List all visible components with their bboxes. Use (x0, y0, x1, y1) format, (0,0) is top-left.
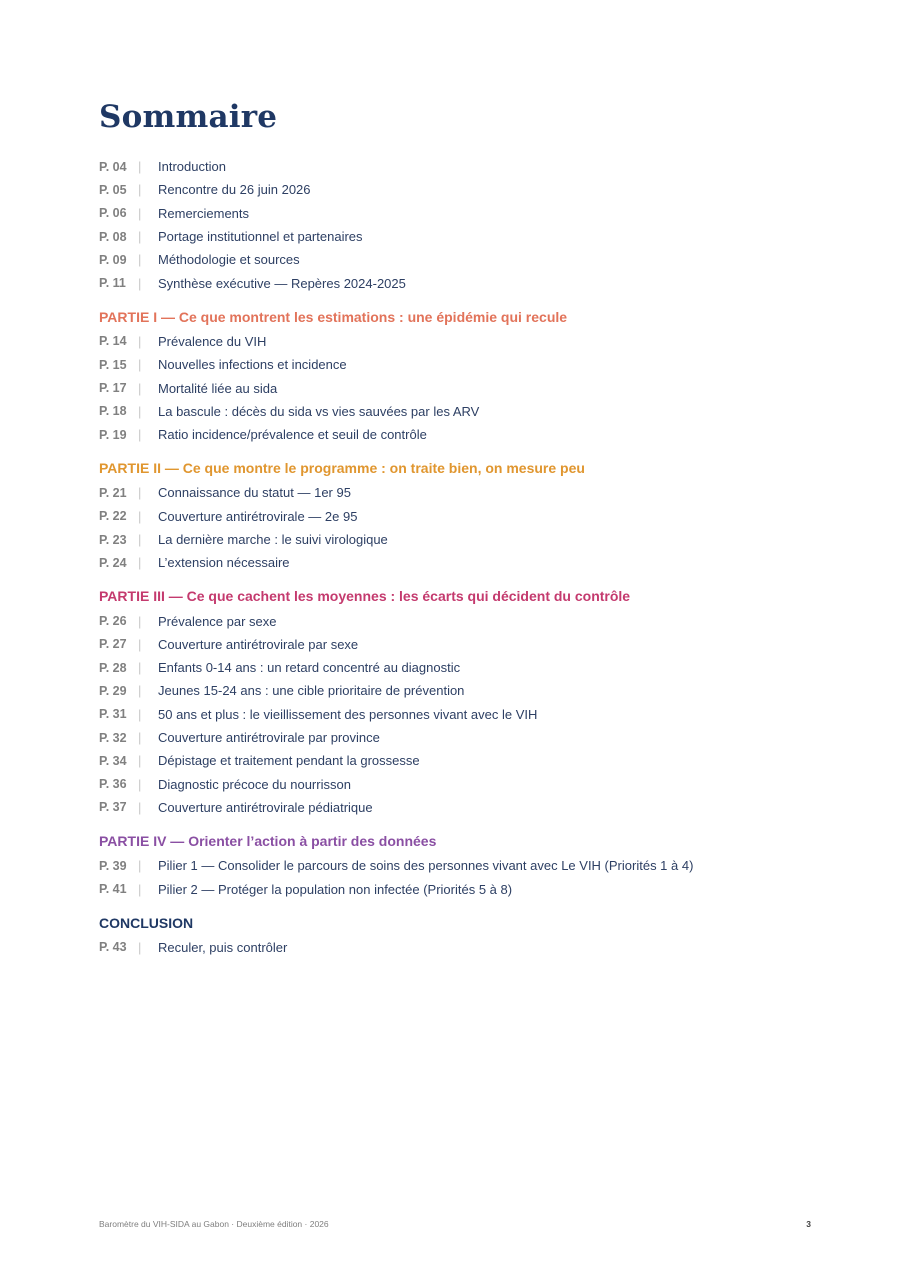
toc-entry[interactable] (99, 551, 819, 574)
toc-page-number: P. 26 (99, 614, 127, 629)
toc-page-number: P. 21 (99, 485, 127, 500)
toc-page-number: P. 27 (99, 637, 127, 652)
toc-entry[interactable] (99, 703, 819, 726)
toc-entry-label: Couverture antirétrovirale par province (158, 730, 380, 746)
toc-entry[interactable] (99, 749, 819, 772)
toc-entry[interactable] (99, 202, 819, 225)
toc-entry-label: Prévalence du VIH (158, 333, 267, 349)
toc-page-number: P. 31 (99, 707, 127, 722)
toc-entry-label: Jeunes 15-24 ans : une cible prioritaire de prévention (158, 683, 465, 699)
toc-page-number: P. 17 (99, 381, 127, 396)
toc-entry[interactable] (99, 528, 819, 551)
toc-separator: | (138, 858, 142, 874)
toc-separator: | (138, 636, 142, 652)
toc-entry-label: Introduction (158, 159, 226, 175)
toc-separator: | (138, 275, 142, 291)
toc-entry-label: Reculer, puis contrôler (158, 939, 288, 955)
toc-entry[interactable] (99, 773, 819, 796)
toc-entry[interactable] (99, 679, 819, 702)
intro-list (99, 155, 819, 295)
toc-page-number: P. 22 (99, 509, 127, 524)
toc-entry[interactable] (99, 726, 819, 749)
toc-separator: | (138, 252, 142, 268)
toc-separator: | (138, 881, 142, 897)
toc-entry[interactable] (99, 225, 819, 248)
toc-separator: | (138, 555, 142, 571)
toc-page-number: P. 18 (99, 404, 127, 419)
toc-separator: | (138, 333, 142, 349)
toc-separator: | (138, 205, 142, 221)
toc-entry[interactable] (99, 248, 819, 271)
toc-separator: | (138, 776, 142, 792)
toc-separator: | (138, 939, 142, 955)
toc-entry-label: Méthodologie et sources (158, 252, 300, 268)
toc-section (99, 830, 819, 901)
toc-entry-label: Ratio incidence/prévalence et seuil de contrôle (158, 427, 427, 443)
toc-entry[interactable] (99, 877, 819, 900)
toc-separator: | (138, 182, 142, 198)
section-heading[interactable]: PARTIE II — Ce que montre le programme : on traite bien, on mesure peu (99, 460, 585, 477)
toc-separator: | (138, 357, 142, 373)
toc-separator: | (138, 427, 142, 443)
toc-separator: | (138, 380, 142, 396)
toc-page-number: P. 05 (99, 182, 127, 197)
toc-separator: | (138, 229, 142, 245)
toc-entry-label: Pilier 1 — Consolider le parcours de soins des personnes vivant avec Le VIH (Priorités 1 à 4) (158, 858, 694, 874)
toc-page-number: P. 09 (99, 252, 127, 267)
toc-page-number: P. 39 (99, 858, 127, 873)
toc-separator: | (138, 485, 142, 501)
toc-entry[interactable] (99, 656, 819, 679)
toc-entry-label: Mortalité liée au sida (158, 380, 278, 396)
toc-separator: | (138, 660, 142, 676)
toc-entry[interactable] (99, 400, 819, 423)
toc-separator: | (138, 799, 142, 815)
toc-separator: | (138, 683, 142, 699)
toc-page-number: P. 36 (99, 777, 127, 792)
toc-entry[interactable] (99, 423, 819, 446)
toc-entry-label: 50 ans et plus : le vieillissement des personnes vivant avec le VIH (158, 706, 538, 722)
toc-separator: | (138, 706, 142, 722)
toc-entry-label: Enfants 0-14 ans : un retard concentré au diagnostic (158, 660, 461, 676)
toc-entry[interactable] (99, 936, 819, 959)
toc-entry[interactable] (99, 505, 819, 528)
toc-entry-label: Portage institutionnel et partenaires (158, 229, 363, 245)
toc-entry-label: La dernière marche : le suivi virologique (158, 532, 388, 547)
toc-entry-label: Couverture antirétrovirale par sexe (158, 636, 359, 652)
toc-entry-label: Couverture antirétrovirale pédiatrique (158, 799, 373, 815)
page-title: Sommaire (99, 99, 278, 135)
toc-entry-label: Pilier 2 — Protéger la population non infectée (Priorités 5 à 8) (158, 881, 513, 897)
toc-page-number: P. 11 (99, 276, 126, 291)
toc-separator: | (138, 159, 142, 175)
toc-entry[interactable] (99, 633, 819, 656)
toc-entry-label: L’extension nécessaire (158, 555, 290, 571)
section-heading[interactable]: PARTIE III — Ce que cachent les moyennes : les écarts qui décident du contrôle (99, 588, 631, 605)
toc-section (99, 912, 819, 959)
section-heading[interactable]: PARTIE IV — Orienter l’action à partir des données (99, 833, 437, 850)
toc-entry[interactable] (99, 376, 819, 399)
toc-section (99, 457, 819, 574)
toc-entry[interactable] (99, 271, 819, 294)
section-heading[interactable]: CONCLUSION (99, 914, 194, 931)
page-footer (99, 1219, 811, 1229)
toc-entry-label: Nouvelles infections et incidence (158, 357, 347, 373)
toc-page-number: P. 14 (99, 334, 127, 349)
toc-separator: | (138, 532, 142, 547)
toc-entry-label: La bascule : décès du sida vs vies sauvées par les ARV (158, 403, 480, 419)
toc-separator: | (138, 613, 142, 629)
toc-entry-label: Remerciements (158, 205, 250, 221)
toc-page-number: P. 24 (99, 555, 127, 570)
page-number: 3 (806, 1219, 811, 1229)
toc-entry[interactable] (99, 481, 819, 504)
toc-entry-label: Couverture antirétrovirale — 2e 95 (158, 508, 358, 524)
toc-entry[interactable] (99, 854, 819, 877)
toc-page-number: P. 41 (99, 882, 127, 897)
toc-entry-label: Connaissance du statut — 1er 95 (158, 485, 351, 501)
parts-list (99, 306, 819, 959)
toc-entry[interactable] (99, 155, 819, 178)
toc-page-number: P. 28 (99, 660, 127, 675)
section-heading[interactable]: PARTIE I — Ce que montrent les estimations : une épidémie qui recule (99, 308, 568, 325)
toc-entry[interactable] (99, 796, 819, 819)
toc-entry-label: Prévalence par sexe (158, 613, 277, 629)
footer-text: Baromètre du VIH-SIDA au Gabon · Deuxième édition · 2026 (99, 1219, 329, 1229)
toc-separator: | (138, 730, 142, 746)
toc-entry-label: Rencontre du 26 juin 2026 (158, 182, 311, 198)
toc-page-number: P. 43 (99, 940, 127, 955)
toc-page-number: P. 23 (99, 532, 127, 547)
toc-separator: | (138, 403, 142, 419)
toc-page-number: P. 29 (99, 683, 127, 698)
toc-entry[interactable] (99, 353, 819, 376)
toc-separator: | (138, 508, 142, 524)
toc-entry[interactable] (99, 178, 819, 201)
toc-entry-label: Synthèse exécutive — Repères 2024-2025 (158, 275, 406, 291)
toc-page-number: P. 06 (99, 206, 127, 221)
toc-page-number: P. 32 (99, 730, 127, 745)
toc-page-number: P. 19 (99, 427, 127, 442)
toc-entry-label: Diagnostic précoce du nourrisson (158, 776, 351, 792)
toc-entry[interactable] (99, 609, 819, 632)
toc-entry[interactable] (99, 330, 819, 353)
toc-section (99, 306, 819, 446)
toc-page-number: P. 34 (99, 753, 127, 768)
toc-page-number: P. 15 (99, 357, 127, 372)
toc-page-number: P. 08 (99, 229, 127, 244)
toc-page-number: P. 37 (99, 800, 127, 815)
toc-separator: | (138, 753, 142, 769)
toc-section (99, 585, 819, 819)
toc-page-number: P. 04 (99, 159, 127, 174)
toc-entry-label: Dépistage et traitement pendant la grossesse (158, 753, 420, 769)
table-of-contents (99, 96, 819, 959)
